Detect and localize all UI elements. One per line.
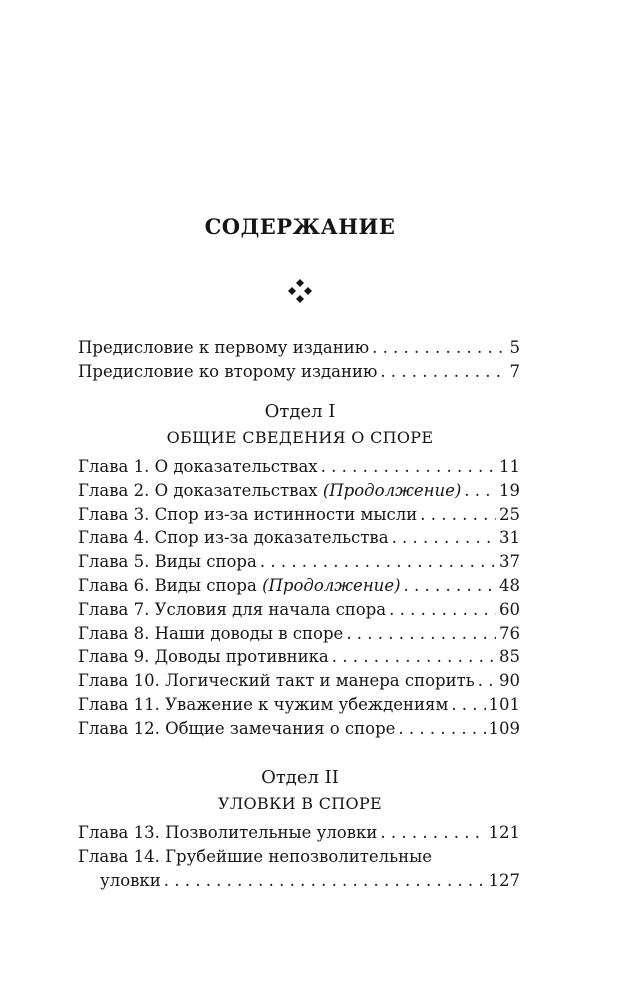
toc-entry-title: Глава 4. Спор из-за доказательства bbox=[78, 528, 389, 548]
section-2-chapter-list bbox=[78, 823, 520, 894]
toc-entry-title: Глава 7. Условия для начала спора bbox=[78, 599, 387, 619]
toc-entry-page: 85 bbox=[499, 647, 520, 667]
toc-entry-page: 7 bbox=[509, 361, 520, 381]
toc-entry-chapter-10[interactable] bbox=[78, 671, 520, 695]
toc-entry-page: 31 bbox=[499, 528, 520, 548]
leader-dots bbox=[380, 362, 506, 381]
toc-entry-title: Глава 14. Грубейшие непозволительные bbox=[78, 846, 432, 866]
toc-entry-title: Предисловие к первому изданию bbox=[78, 338, 370, 357]
leader-dots bbox=[389, 600, 496, 619]
toc-entry-page: 37 bbox=[499, 552, 520, 572]
toc-entry-page: 121 bbox=[488, 823, 520, 842]
section-1-heading bbox=[0, 401, 600, 447]
toc-entry-page: 76 bbox=[499, 623, 520, 643]
leader-dots bbox=[380, 823, 485, 842]
toc-entry-page: 11 bbox=[499, 457, 520, 476]
section-name: УЛОВКИ В СПОРЕ bbox=[217, 794, 382, 813]
toc-entry-title: Глава 13. Позволительные уловки bbox=[78, 823, 378, 842]
toc-entry-chapter-9[interactable] bbox=[78, 647, 520, 671]
preface-list bbox=[78, 338, 520, 386]
toc-entry-chapter-7[interactable] bbox=[78, 600, 520, 624]
toc-entry-page: 5 bbox=[509, 338, 520, 357]
toc-entry-title: Предисловие ко второму изданию bbox=[78, 361, 378, 381]
toc-entry-page: 48 bbox=[499, 575, 520, 595]
toc-entry-page: 101 bbox=[488, 694, 520, 714]
leader-dots bbox=[332, 647, 496, 666]
leader-dots bbox=[346, 624, 496, 643]
toc-entry-chapter-1[interactable] bbox=[78, 457, 520, 481]
leader-dots bbox=[404, 576, 496, 595]
leader-dots bbox=[398, 719, 485, 738]
toc-entry-title: Глава 6. Виды спора bbox=[78, 575, 263, 595]
toc-entry-preface-1[interactable] bbox=[78, 338, 520, 362]
section-name: ОБЩИЕ СВЕДЕНИЯ О СПОРЕ bbox=[166, 428, 434, 447]
toc-entry-chapter-5[interactable] bbox=[78, 552, 520, 576]
toc-entry-title: Глава 11. Уважение к чужим убеждениям bbox=[78, 694, 449, 714]
toc-entry-chapter-11[interactable] bbox=[78, 695, 520, 719]
section-2-heading bbox=[0, 767, 600, 813]
leader-dots bbox=[420, 505, 496, 524]
toc-entry-note: (Продолжение) bbox=[262, 575, 401, 595]
toc-entry-title-continuation: уловки bbox=[100, 870, 161, 890]
toc-entry-preface-2[interactable] bbox=[78, 362, 520, 386]
toc-entry-title: Глава 2. О доказательствах bbox=[78, 480, 323, 500]
toc-entry-title: Глава 5. Виды спора bbox=[78, 552, 257, 572]
toc-entry-page: 109 bbox=[488, 718, 520, 738]
toc-entry-title: Глава 10. Логический такт и манера спорить bbox=[78, 671, 475, 691]
toc-entry-title: Глава 12. Общие замечания о споре bbox=[78, 718, 396, 738]
toc-entry-page: 19 bbox=[499, 480, 520, 500]
toc-entry-page: 90 bbox=[499, 671, 520, 691]
toc-entry-title: Глава 8. Наши доводы в споре bbox=[78, 623, 344, 643]
section-number: Отдел II bbox=[261, 767, 339, 788]
leader-dots bbox=[321, 457, 496, 476]
section-number: Отдел I bbox=[264, 401, 336, 422]
toc-entry-title: Глава 9. Доводы противника bbox=[78, 647, 329, 667]
leader-dots bbox=[451, 695, 485, 714]
toc-entry-page: 60 bbox=[499, 599, 520, 619]
toc-entry-chapter-14[interactable] bbox=[78, 847, 520, 871]
toc-entry-chapter-13[interactable] bbox=[78, 823, 520, 847]
toc-entry-chapter-12[interactable] bbox=[78, 719, 520, 743]
leader-dots bbox=[164, 871, 486, 890]
page-title: СОДЕРЖАНИЕ bbox=[204, 214, 396, 239]
toc-entry-title: Глава 1. О доказательствах bbox=[78, 457, 318, 476]
leader-dots bbox=[464, 481, 496, 500]
toc-entry-chapter-8[interactable] bbox=[78, 624, 520, 648]
section-1-chapter-list bbox=[78, 457, 520, 743]
toc-entry-chapter-4[interactable] bbox=[78, 528, 520, 552]
four-diamond-ornament-icon bbox=[287, 278, 313, 304]
leader-dots bbox=[372, 338, 506, 357]
leader-dots bbox=[392, 528, 496, 547]
toc-entry-chapter-2[interactable] bbox=[78, 481, 520, 505]
toc-entry-page: 127 bbox=[488, 870, 520, 890]
leader-dots bbox=[260, 552, 496, 571]
toc-entry-chapter-14-continuation[interactable] bbox=[78, 871, 520, 895]
toc-entry-title: Глава 3. Спор из-за истинности мысли bbox=[78, 504, 418, 524]
toc-entry-chapter-6[interactable] bbox=[78, 576, 520, 600]
leader-dots bbox=[478, 671, 496, 690]
toc-entry-chapter-3[interactable] bbox=[78, 505, 520, 529]
toc-entry-note: (Продолжение) bbox=[322, 480, 462, 500]
toc-entry-page: 25 bbox=[499, 504, 520, 524]
